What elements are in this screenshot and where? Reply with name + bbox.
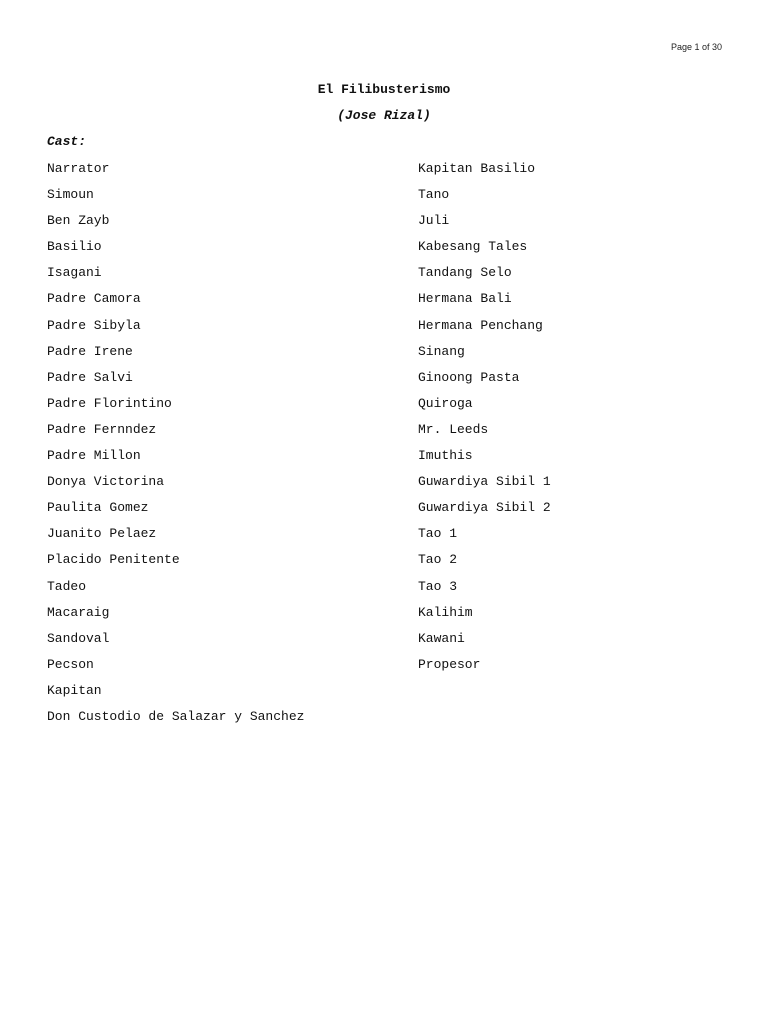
cast-member: Ginoong Pasta	[418, 369, 520, 385]
cast-member: Padre Salvi	[47, 369, 133, 385]
cast-member: Sandoval	[47, 630, 110, 646]
cast-member: Propesor	[418, 656, 481, 672]
cast-member: Donya Victorina	[47, 474, 165, 490]
cast-member: Mr. Leeds	[418, 421, 489, 437]
cast-member: Tano	[418, 187, 450, 203]
document-author: (Jose Rizal)	[337, 108, 431, 123]
cast-member: Tao 2	[418, 552, 458, 568]
cast-member: Kalihim	[418, 604, 473, 620]
cast-member: Narrator	[47, 161, 110, 176]
page-number: Page 1 of 30	[670, 42, 722, 52]
cast-member: Kapitan Basilio	[418, 161, 536, 176]
cast-member: Tandang Selo	[418, 265, 512, 281]
cast-member: Kapitan	[47, 682, 102, 698]
cast-member: Tao 3	[418, 578, 458, 594]
cast-member: Padre Camora	[47, 291, 141, 307]
cast-member: Hermana Bali	[418, 291, 512, 307]
cast-member: Guwardiya Sibil 1	[418, 474, 551, 490]
cast-member: Quiroga	[418, 395, 473, 411]
cast-member: Sinang	[418, 343, 465, 359]
cast-list-left	[47, 160, 304, 734]
cast-member: Macaraig	[47, 604, 110, 620]
cast-member: Tadeo	[47, 578, 87, 594]
cast-member: Paulita Gomez	[47, 500, 149, 516]
cast-member: Padre Florintino	[47, 395, 172, 411]
cast-member: Tao 1	[418, 526, 458, 542]
cast-member: Basilio	[47, 239, 102, 255]
cast-member: Imuthis	[418, 448, 473, 464]
cast-member: Juli	[418, 213, 450, 229]
cast-member: Kawani	[418, 630, 465, 646]
document-title: El Filibusterismo	[317, 82, 451, 97]
cast-member: Hermana Penchang	[418, 317, 543, 333]
cast-member: Padre Irene	[47, 343, 133, 359]
cast-member: Guwardiya Sibil 2	[418, 500, 551, 516]
cast-member: Isagani	[47, 265, 102, 281]
cast-member: Padre Sibyla	[47, 317, 141, 333]
cast-member: Kabesang Tales	[418, 239, 528, 255]
cast-member: Juanito Pelaez	[47, 526, 157, 542]
cast-member: Simoun	[47, 187, 94, 203]
cast-member: Padre Fernndez	[47, 421, 157, 437]
cast-heading: Cast:	[47, 134, 87, 149]
cast-member: Don Custodio de Salazar y Sanchez	[47, 708, 305, 724]
cast-member: Pecson	[47, 656, 94, 672]
cast-member: Ben Zayb	[47, 213, 110, 229]
cast-member: Placido Penitente	[47, 552, 180, 568]
cast-list-right	[418, 160, 551, 682]
cast-member: Padre Millon	[47, 448, 141, 464]
